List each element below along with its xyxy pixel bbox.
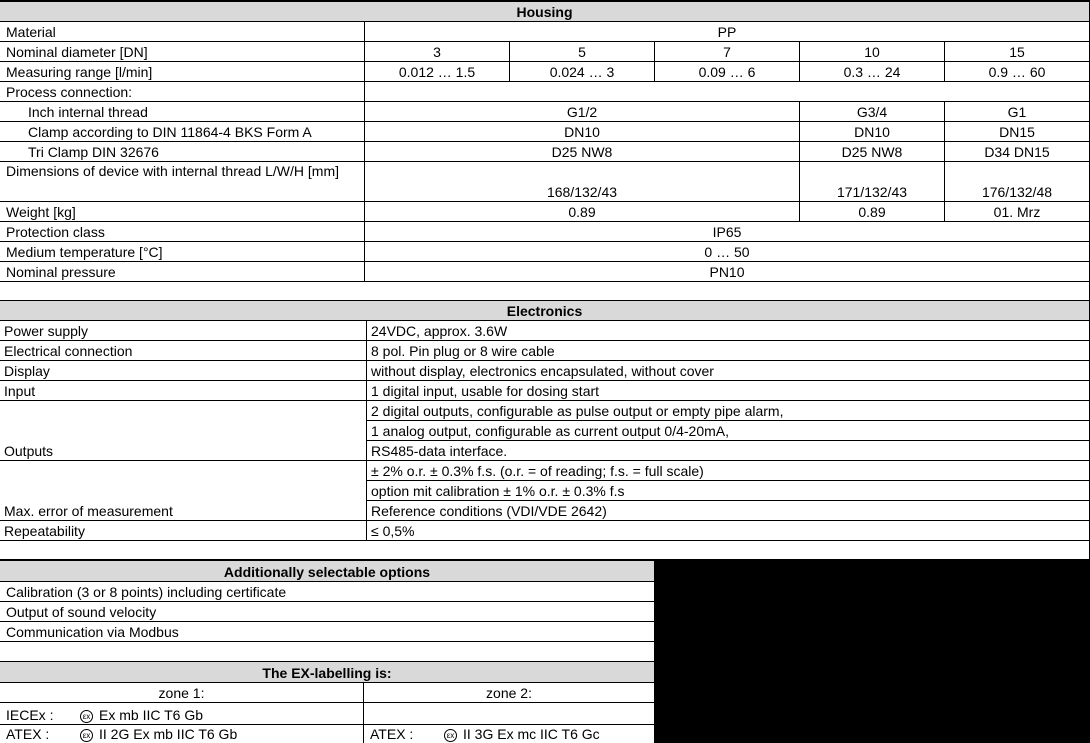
clamp-label: Clamp according to DIN 11864-4 BKS Form A bbox=[0, 122, 364, 141]
dimensions-value: 168/132/43 bbox=[365, 162, 799, 201]
power-label: Power supply bbox=[0, 321, 366, 340]
atex-zone2-value: II 3G Ex mc IIC T6 Gc bbox=[463, 726, 600, 742]
weight-value: 01. Mrz bbox=[945, 202, 1089, 221]
protection-value: IP65 bbox=[365, 222, 1089, 241]
iecex-zone1-value: Ex mb IIC T6 Gb bbox=[99, 707, 203, 723]
spacer-row bbox=[0, 541, 1089, 559]
dn-value: 5 bbox=[510, 42, 654, 61]
weight-label: Weight [kg] bbox=[0, 202, 364, 221]
pressure-value: PN10 bbox=[365, 262, 1089, 281]
option-item: Output of sound velocity bbox=[0, 602, 654, 621]
dn-value: 15 bbox=[945, 42, 1089, 61]
ex-hexagon-icon: εx bbox=[80, 729, 93, 742]
ex-title: The EX-labelling is: bbox=[0, 662, 654, 682]
options-title: Additionally selectable options bbox=[0, 561, 654, 581]
spacer-row bbox=[0, 282, 1089, 300]
repeatability-value: ≤ 0,5% bbox=[367, 521, 1089, 540]
repeatability-label: Repeatability bbox=[0, 521, 366, 540]
electronics-title: Electronics bbox=[0, 301, 1089, 320]
range-value: 0.9 … 60 bbox=[945, 62, 1089, 81]
tri-clamp-value: D25 NW8 bbox=[800, 142, 944, 161]
dn-value: 10 bbox=[800, 42, 944, 61]
max-error-label: Max. error of measurement bbox=[0, 461, 366, 520]
ex-hexagon-icon: εx bbox=[80, 710, 93, 723]
outputs-value: 1 analog output, configurable as current output 0/4-20mA, bbox=[367, 421, 1089, 440]
ex-hexagon-icon: εx bbox=[444, 729, 457, 742]
spacer-row bbox=[0, 642, 654, 661]
clamp-value: DN10 bbox=[365, 122, 799, 141]
zone1-header: zone 1: bbox=[0, 683, 363, 702]
connection-value: 8 pol. Pin plug or 8 wire cable bbox=[367, 341, 1089, 360]
tri-clamp-value: D25 NW8 bbox=[365, 142, 799, 161]
atex-zone1-value: II 2G Ex mb IIC T6 Gb bbox=[99, 726, 238, 742]
inch-thread-label: Inch internal thread bbox=[0, 102, 364, 121]
protection-label: Protection class bbox=[0, 222, 364, 241]
material-value: PP bbox=[365, 22, 1089, 41]
temperature-label: Medium temperature [°C] bbox=[0, 242, 364, 261]
outputs-value: 2 digital outputs, configurable as pulse output or empty pipe alarm, bbox=[367, 401, 1089, 420]
option-item: Calibration (3 or 8 points) including certificate bbox=[0, 582, 654, 601]
tri-clamp-label: Tri Clamp DIN 32676 bbox=[0, 142, 364, 161]
thread-value: G1/2 bbox=[365, 102, 799, 121]
input-label: Input bbox=[0, 381, 366, 400]
display-label: Display bbox=[0, 361, 366, 380]
range-value: 0.024 … 3 bbox=[510, 62, 654, 81]
clamp-value: DN15 bbox=[945, 122, 1089, 141]
power-value: 24VDC, approx. 3.6W bbox=[367, 321, 1089, 340]
outputs-label: Outputs bbox=[0, 401, 366, 460]
dimensions-value: 171/132/43 bbox=[800, 162, 944, 201]
outputs-value: RS485-data interface. bbox=[367, 441, 1089, 460]
range-value: 0.012 … 1.5 bbox=[365, 62, 509, 81]
clamp-value: DN10 bbox=[800, 122, 944, 141]
process-connection-label: Process connection: bbox=[0, 82, 364, 101]
atex-label: ATEX : bbox=[6, 726, 50, 742]
max-error-value: Reference conditions (VDI/VDE 2642) bbox=[367, 501, 1089, 520]
display-value: without display, electronics encapsulated, without cover bbox=[367, 361, 1089, 380]
temperature-value: 0 … 50 bbox=[365, 242, 1089, 261]
dn-value: 3 bbox=[365, 42, 509, 61]
option-item: Communication via Modbus bbox=[0, 622, 654, 641]
atex-label: ATEX : bbox=[370, 726, 414, 742]
empty-cell bbox=[364, 703, 654, 724]
max-error-value: ± 2% o.r. ± 0.3% f.s. (o.r. = of reading; f.s. = full scale) bbox=[367, 461, 1089, 480]
weight-value: 0.89 bbox=[365, 202, 799, 221]
thread-value: G1 bbox=[945, 102, 1089, 121]
connection-label: Electrical connection bbox=[0, 341, 366, 360]
zone2-header: zone 2: bbox=[364, 683, 654, 702]
input-value: 1 digital input, usable for dosing start bbox=[367, 381, 1089, 400]
tri-clamp-value: D34 DN15 bbox=[945, 142, 1089, 161]
empty-cell bbox=[365, 82, 1089, 101]
weight-value: 0.89 bbox=[800, 202, 944, 221]
housing-title: Housing bbox=[0, 2, 1089, 21]
range-value: 0.3 … 24 bbox=[800, 62, 944, 81]
dn-value: 7 bbox=[655, 42, 799, 61]
max-error-value: option mit calibration ± 1% o.r. ± 0.3% f.s bbox=[367, 481, 1089, 500]
dimensions-label: Dimensions of device with internal thread L/W/H [mm] bbox=[0, 162, 364, 201]
range-value: 0.09 … 6 bbox=[655, 62, 799, 81]
material-label: Material bbox=[0, 22, 364, 41]
thread-value: G3/4 bbox=[800, 102, 944, 121]
pressure-label: Nominal pressure bbox=[0, 262, 364, 281]
measuring-range-label: Measuring range [l/min] bbox=[0, 62, 364, 81]
nominal-diameter-label: Nominal diameter [DN] bbox=[0, 42, 364, 61]
dimensions-value: 176/132/48 bbox=[945, 162, 1089, 201]
iecex-label: IECEx : bbox=[6, 707, 54, 723]
